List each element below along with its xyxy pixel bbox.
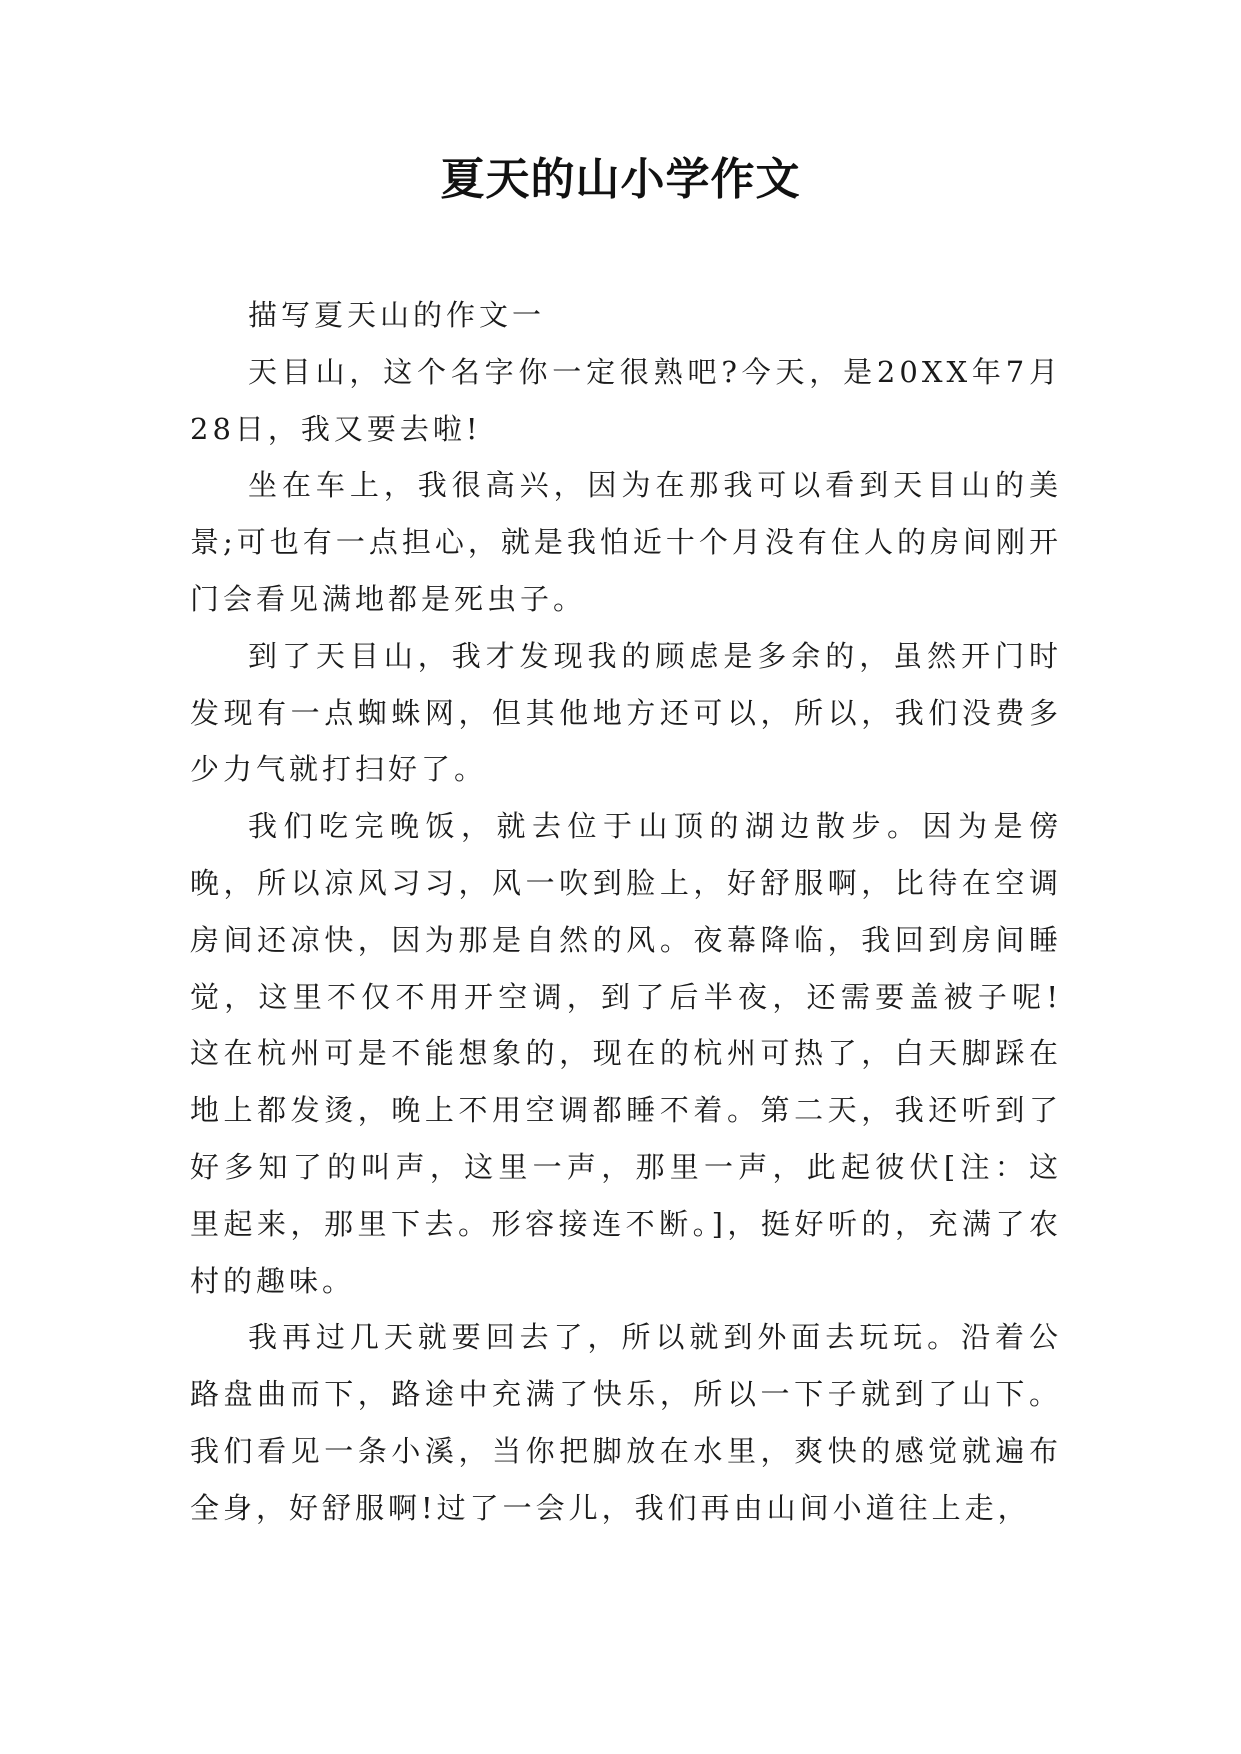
paragraph: 我再过几天就要回去了，所以就到外面去玩玩。沿着公路盘曲而下，路途中充满了快乐，所以一下子就到了山下。我们看见一条小溪，当你把脚放在水里，爽快的感觉就遍布全身，好舒服啊!过了一会儿，我们再由山间小道往上走， — [190, 1320, 1062, 1525]
paragraph: 到了天目山，我才发现我的顾虑是多余的，虽然开门时发现有一点蜘蛛网，但其他地方还可以，所以，我们没费多少力气就打扫好了。 — [190, 638, 1062, 787]
paragraph: 天目山，这个名字你一定很熟吧?今天，是20XX年7月28日，我又要去啦! — [190, 354, 1062, 446]
paragraph-subtitle: 描写夏天山的作文一 — [248, 298, 546, 332]
paragraph: 我们吃完晚饭，就去位于山顶的湖边散步。因为是傍晚，所以凉风习习，风一吹到脸上，好舒服啊，比待在空调房间还凉快，因为那是自然的风。夜幕降临，我回到房间睡觉，这里不仅不用开空调，到了后半夜，还需要盖被子呢!这在杭州可是不能想象的，现在的杭州可热了，白天脚踩在地上都发烫，晚上不用空调都睡不着。第二天，我还听到了好多知了的叫声，这里一声，那里一声，此起彼伏[注：这里起来，那里下去。形容接连不断。]，挺好听的，充满了农村的趣味。 — [190, 809, 1062, 1298]
document-body — [190, 287, 1062, 1537]
document-title: 夏天的山小学作文 — [440, 154, 801, 205]
paragraph: 坐在车上，我很高兴，因为在那我可以看到天目山的美景;可也有一点担心，就是我怕近十个月没有住人的房间刚开门会看见满地都是死虫子。 — [190, 468, 1062, 616]
